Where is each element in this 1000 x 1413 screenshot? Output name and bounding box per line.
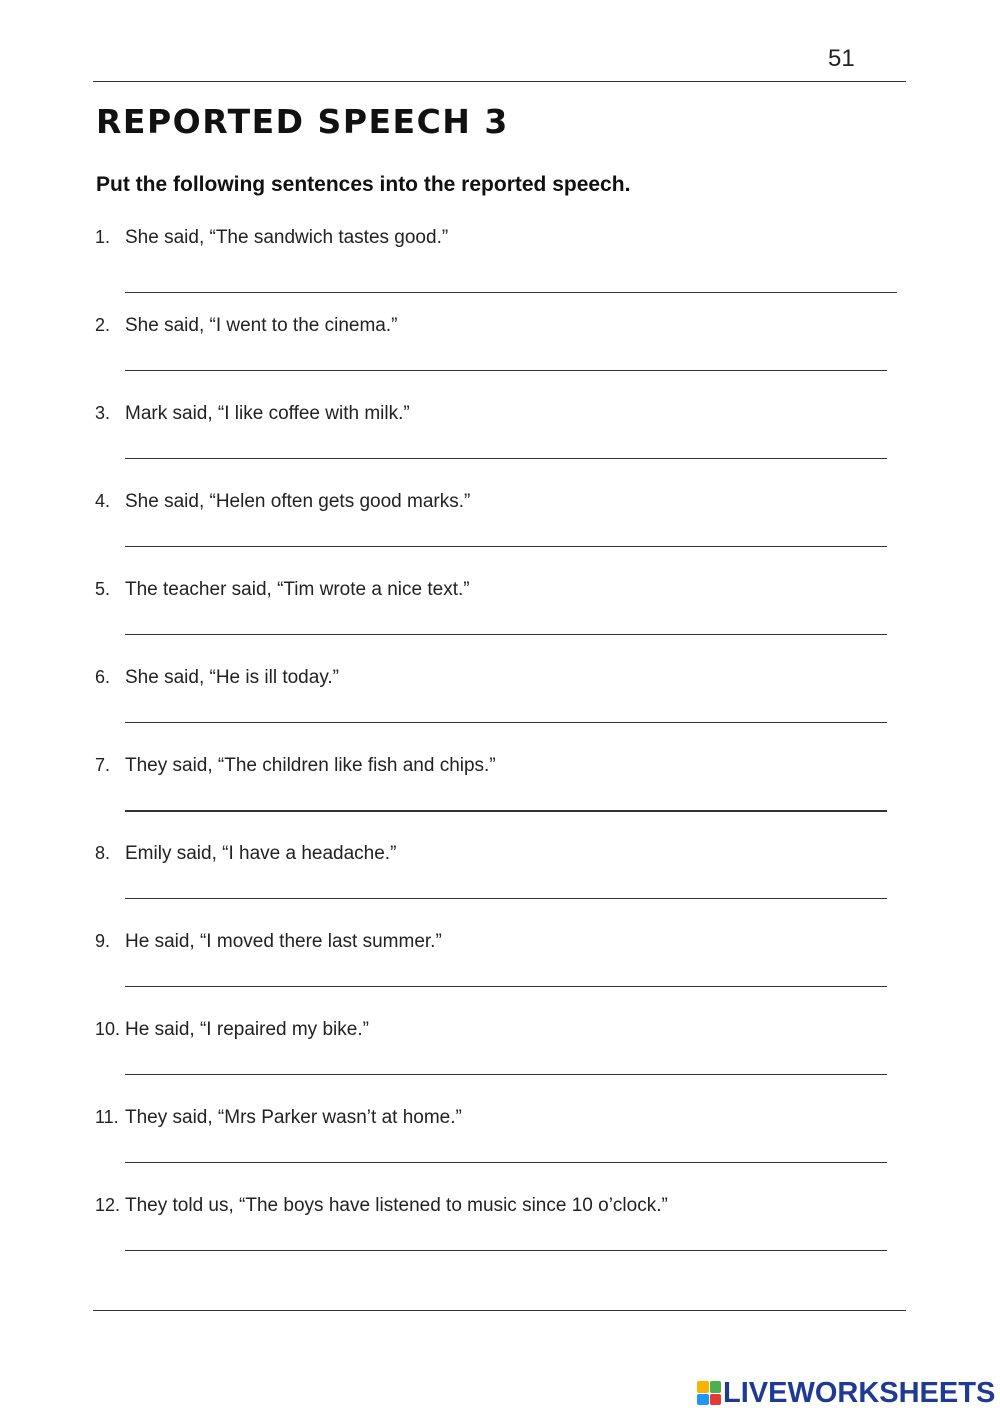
item-sentence: They said, “The children like fish and chips.” [125, 755, 496, 776]
item-number: 2. [95, 315, 111, 335]
item-number: 6. [95, 667, 111, 687]
item-sentence: He said, “I repaired my bike.” [125, 1019, 369, 1040]
answer-line[interactable] [125, 1074, 887, 1075]
watermark-text: LIVEWORKSHEETS [723, 1376, 996, 1409]
item-number: 3. [95, 403, 111, 423]
answer-line[interactable] [125, 1162, 887, 1163]
item-number: 9. [95, 931, 111, 951]
top-divider [93, 81, 906, 82]
exercise-item-11 [95, 1107, 895, 1195]
item-sentence: He said, “I moved there last summer.” [125, 931, 442, 952]
liveworksheets-watermark [697, 1376, 995, 1410]
answer-line[interactable] [125, 810, 887, 812]
page-number: 51 [828, 45, 855, 72]
exercise-item-7 [95, 755, 895, 843]
item-sentence: They told us, “The boys have listened to music since 10 o’clock.” [125, 1195, 668, 1216]
answer-line[interactable] [125, 986, 887, 987]
item-number: 5. [95, 579, 111, 599]
item-number: 10. [95, 1019, 121, 1039]
item-sentence: She said, “Helen often gets good marks.” [125, 491, 471, 512]
exercise-item-10 [95, 1019, 895, 1107]
item-number: 1. [95, 227, 111, 247]
item-sentence: She said, “I went to the cinema.” [125, 315, 398, 336]
answer-line[interactable] [125, 898, 887, 899]
exercise-item-3 [95, 403, 895, 491]
liveworksheets-logo-icon [697, 1381, 721, 1405]
exercise-item-9 [95, 931, 895, 1019]
item-number: 12. [95, 1195, 121, 1215]
exercise-item-4 [95, 491, 895, 579]
item-number: 4. [95, 491, 111, 511]
exercise-item-6 [95, 667, 895, 755]
item-sentence: Mark said, “I like coffee with milk.” [125, 403, 410, 424]
answer-line[interactable] [125, 370, 887, 371]
answer-line[interactable] [125, 458, 887, 459]
answer-line[interactable] [125, 1250, 887, 1251]
exercise-item-1 [95, 227, 895, 315]
item-sentence: The teacher said, “Tim wrote a nice text.” [125, 579, 470, 600]
item-number: 7. [95, 755, 111, 775]
item-number: 11. [95, 1107, 119, 1127]
item-sentence: They said, “Mrs Parker wasn’t at home.” [125, 1107, 462, 1128]
item-sentence: She said, “The sandwich tastes good.” [125, 227, 449, 248]
item-sentence: She said, “He is ill today.” [125, 667, 340, 688]
worksheet-title: REPORTED SPEECH 3 [96, 102, 509, 141]
answer-line[interactable] [125, 292, 897, 293]
exercise-item-5 [95, 579, 895, 667]
exercise-item-12 [95, 1195, 895, 1283]
item-number: 8. [95, 843, 111, 863]
item-sentence: Emily said, “I have a headache.” [125, 843, 397, 864]
answer-line[interactable] [125, 546, 887, 547]
bottom-divider [93, 1310, 906, 1311]
instruction: Put the following sentences into the reported speech. [96, 173, 631, 196]
exercise-item-8 [95, 843, 895, 931]
answer-line[interactable] [125, 634, 887, 635]
answer-line[interactable] [125, 722, 887, 723]
exercise-item-2 [95, 315, 895, 403]
